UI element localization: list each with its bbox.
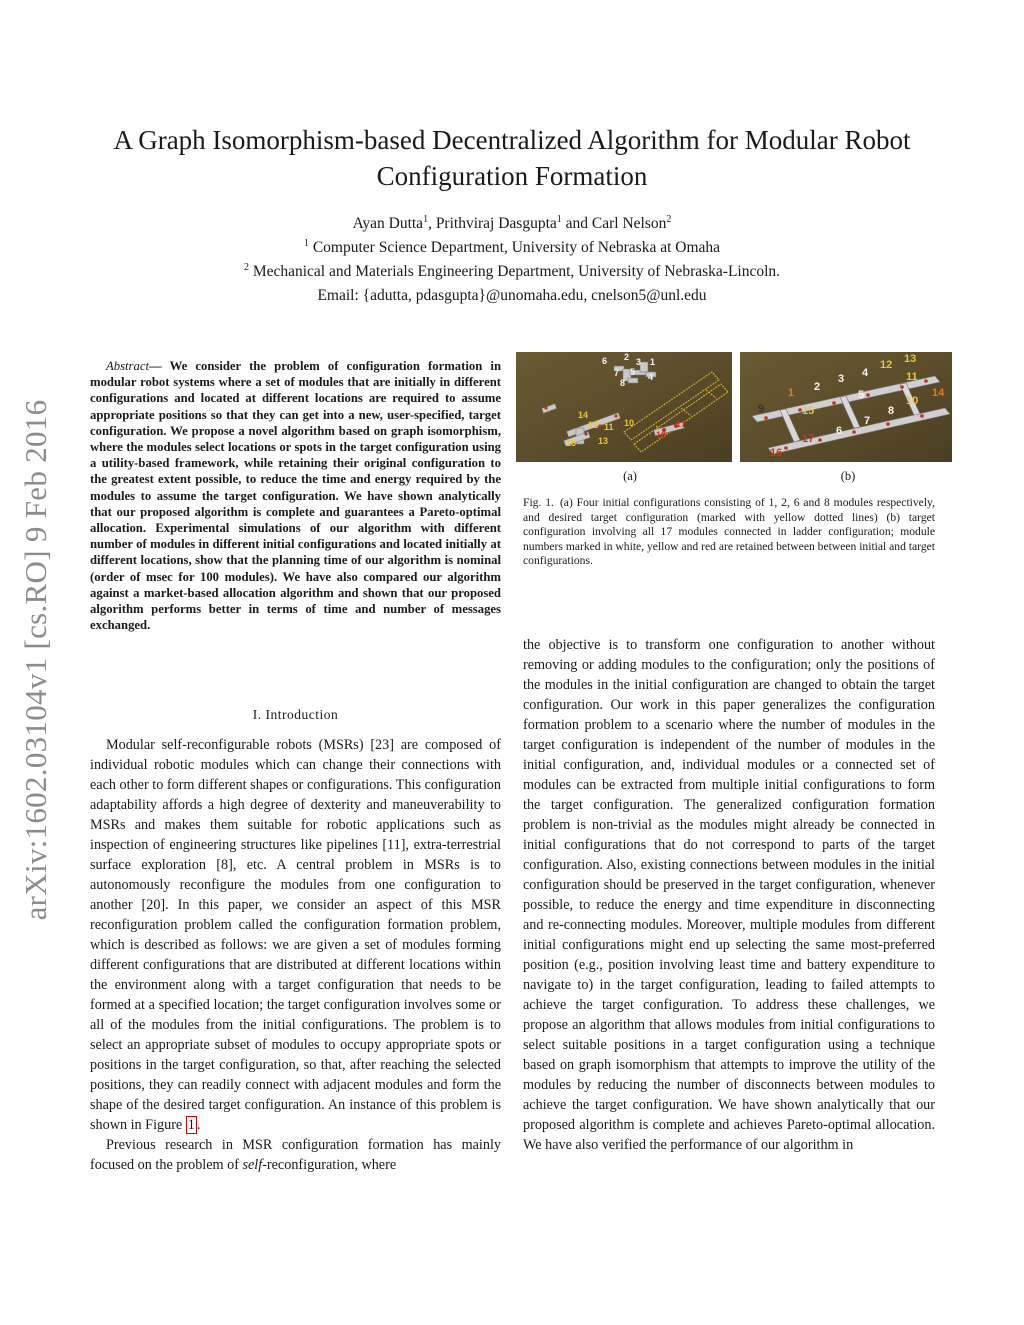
- author-names: Ayan Dutta$^1$, Prithviraj Dasgupta$^1$ and Carl Nelson$^2$: [352, 214, 672, 232]
- figure-1-caption: [523, 496, 935, 569]
- figure-1a-image: [516, 352, 732, 462]
- svg-text:15: 15: [566, 438, 577, 448]
- affiliation-2: $^2$ Mechanical and Materials Engineering Department, University of Nebraska-Lincoln.: [243, 262, 781, 280]
- figure-1-link[interactable]: 1: [187, 1117, 195, 1133]
- svg-text:5: 5: [630, 367, 636, 377]
- figure-1b-image: [740, 352, 952, 462]
- svg-text:12: 12: [588, 420, 599, 430]
- affiliation-1: $^1$ Computer Science Department, University of Nebraska at Omaha: [303, 238, 721, 256]
- intro-paragraph-1: Modular self-reconfigurable robots (MSRs) [23] are composed of individual robotic modules which can change their connections with each other to form different shapes or configurations. This configuration adaptability affords a high degree of dexterity and maneuverability to MSRs and makes them suitable for robotic applications such as inspection of engineering structures like pipelines [11], extra-terrestrial surface exploration [8], etc. A central problem in MSRs is to autonomously reconfigure the modules from one configuration to another [20]. In this paper, we consider an aspect of this MSR reconfiguration problem called the configuration formation problem, which is described as follows: we are given a set of modules forming different configurations that are distributed at different locations within the environment along with a target configuration that needs to be formed at a specified location; the target configuration involves some or all of the modules from the initial configurations. The problem is to select an appropriate subset of modules to occupy appropriate spots or positions in the target configuration, so that, after reaching the selected positions, they can readily connect with adjacent modules and form the shape of the desired target configuration. An instance of this problem is shown in Figure 1 .: [90, 737, 501, 1133]
- svg-text:3: 3: [636, 357, 642, 367]
- figure-1-caption-text: (a) Four initial configurations consisting of 1, 2, 6 and 8 modules respectively, and desired target configuration (marked with yellow dotted lines) (b) target configuration involving all 17 modules connected in ladder configuration; module numbers marked in white, yellow and red are retained between between initial and target configurations.: [523, 496, 935, 568]
- svg-text:13: 13: [904, 353, 917, 365]
- subcaption-a: (a): [623, 469, 637, 483]
- svg-text:17: 17: [802, 433, 815, 445]
- abstract-label: Abstract: [106, 359, 149, 373]
- svg-text:14: 14: [578, 410, 589, 420]
- arxiv-stamp: [16, 360, 56, 960]
- svg-text:16: 16: [770, 447, 783, 459]
- author-block: [0, 212, 1024, 308]
- svg-text:16: 16: [656, 430, 667, 440]
- author-email: Email: {adutta, pdasgupta}@unomaha.edu, cnelson5@unl.edu: [317, 287, 707, 304]
- svg-text:2: 2: [814, 381, 821, 393]
- abstract: [90, 358, 501, 633]
- svg-text:11: 11: [604, 422, 614, 432]
- svg-text:8: 8: [888, 405, 895, 417]
- abstract-text: — We consider the problem of configuration formation in modular robot systems where a set of modules that are initially in different configurations and located at different locations are required to assume appropriate positions so that they can get into a new, user-specified, target configuration. We propose a novel algorithm based on graph isomorphism, where the modules select locations or spots in the target configuration using a utility-based framework, while retaining their original configuration to the greatest extent possible, to reduce the time and energy required by the modules to assume the target configuration. We have shown analytically that our proposed algorithm is complete and guarantees a Pareto-optimal allocation. Experimental simulations of our algorithm with different number of modules in different initial configurations and located initially at different locations, show that the planning time of our algorithm is nominal (order of msec for 100 modules). We have also compared our algorithm against a market-based allocation algorithm and shown that our proposed algorithm performs better in terms of time and number of messages exchanged.: [90, 359, 501, 633]
- svg-text:11: 11: [906, 371, 918, 383]
- svg-text:7: 7: [614, 368, 620, 378]
- svg-text:1: 1: [788, 387, 795, 399]
- svg-text:7: 7: [864, 415, 871, 427]
- subcaption-b: (b): [840, 469, 856, 483]
- figure-1-label: Fig. 1.: [523, 496, 554, 509]
- svg-text:12: 12: [880, 359, 893, 371]
- svg-text:13: 13: [598, 436, 609, 446]
- right-paragraph: the objective is to transform one configuration to another without removing or adding modules to the configuration; only the positions of the modules in the initial configuration are changed to obtain the target configuration. Our work in this paper generalizes the configuration formation problem to a scenario where the number of modules in the target configuration is independent of the number of modules in the initial configuration, and, individual modules or a connected set of modules can be extracted from multiple initial configurations to form the target configuration. The generalized configuration formation problem is non-trivial as the modules might already be connected in initial configurations that do not correspond to parts of the target configuration. Also, existing connections between modules in the initial configuration should be preserved in the target configuration, whenever possible, to reduce the energy and time expenditure in disconnecting and re-connecting modules. Moreover, multiple modules from different initial configurations might end up selecting the same most-preferred position (e.g., position involving least time and battery expenditure to navigate to) in the target configuration, leading to failed attempts to achieve the target configuration. To address these challenges, we propose an algorithm that allows modules from initial configurations to select suitable positions in a target configuration using a technique based on graph isomorphism that attempts to improve the utility of the modules by reducing the number of disconnects between modules to achieve the target configuration. We have shown analytically that our proposed algorithm is complete and achieves Pareto-optimal allocation. We have also verified the performance of our algorithm in: [523, 637, 935, 1153]
- arxiv-stamp-text: arXiv:1602.03104v1 [cs.RO] 9 Feb 2016: [18, 399, 53, 921]
- svg-text:10: 10: [624, 418, 635, 428]
- svg-text:9: 9: [758, 403, 765, 415]
- title-line-2: Configuration Formation: [376, 161, 648, 191]
- title-line-1: A Graph Isomorphism-based Decentralized Algorithm for Modular Robot: [113, 125, 911, 155]
- label-a-6: 6: [602, 356, 608, 366]
- intro-paragraph-2: Previous research in MSR configuration formation has mainly focused on the problem of self-reconfiguration, where: [90, 1137, 501, 1173]
- svg-text:3: 3: [838, 373, 845, 385]
- svg-text:6: 6: [836, 425, 843, 437]
- svg-text:5: 5: [858, 389, 865, 401]
- svg-text:4: 4: [648, 372, 654, 382]
- svg-text:15: 15: [802, 405, 815, 417]
- introduction-body: [90, 735, 501, 1175]
- svg-text:1: 1: [650, 357, 656, 367]
- svg-text:14: 14: [932, 387, 945, 399]
- right-column-body: [523, 635, 935, 1155]
- svg-text:10: 10: [906, 395, 919, 407]
- svg-text:17: 17: [676, 419, 687, 429]
- svg-text:8: 8: [620, 378, 626, 388]
- svg-text:4: 4: [862, 367, 869, 379]
- section-heading-introduction: I. Introduction: [252, 707, 339, 722]
- svg-text:2: 2: [624, 352, 630, 362]
- paper-title: [0, 122, 1024, 194]
